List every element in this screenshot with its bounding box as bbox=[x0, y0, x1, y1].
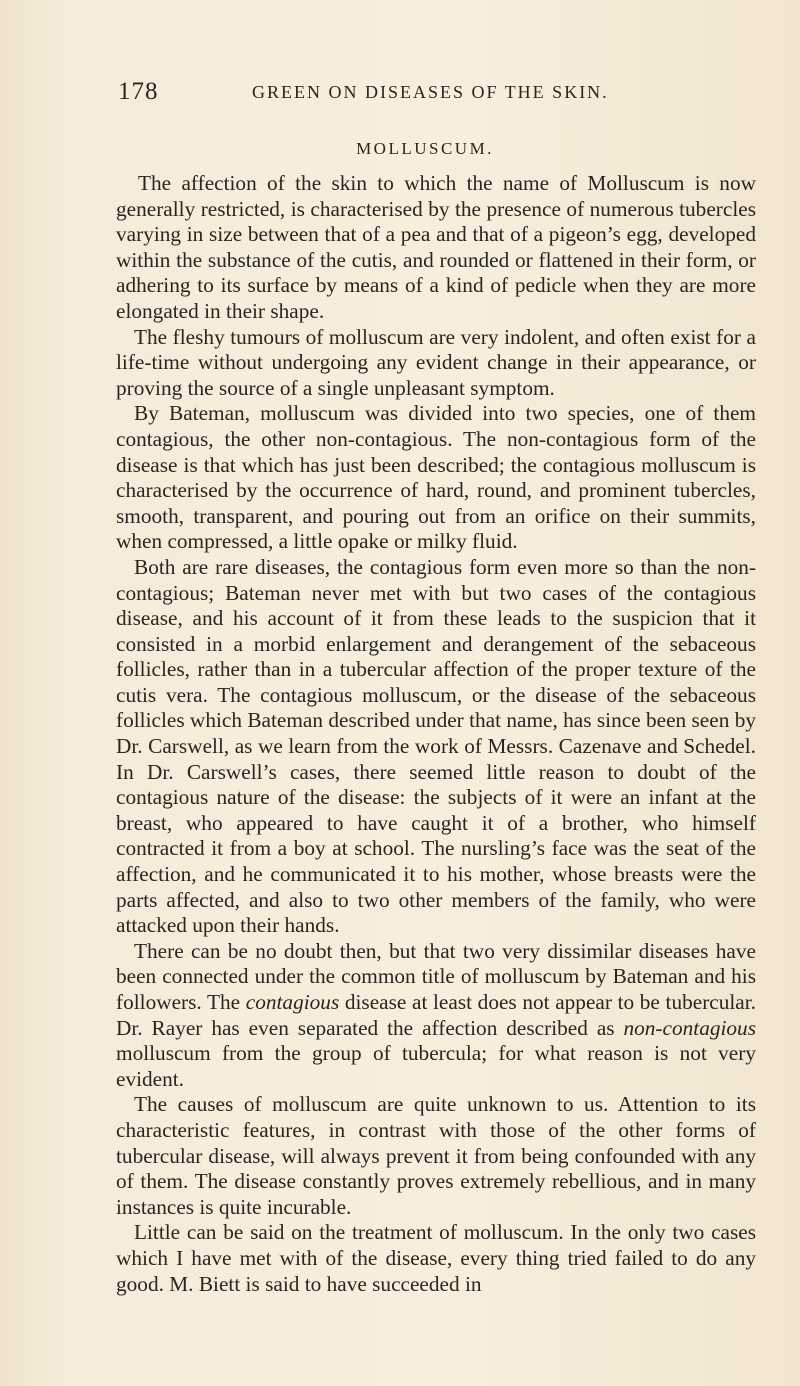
italic-non-contagious: non-contagious bbox=[623, 1015, 756, 1040]
paragraph-2: The fleshy tumours of molluscum are very indolent, and often exist for a life-time without undergoing any evident change in their appearance, or proving the source of a single unpleasant symptom. bbox=[116, 324, 756, 400]
section-title: MOLLUSCUM. bbox=[356, 139, 494, 158]
page-header bbox=[118, 78, 758, 108]
paragraph-6: The causes of molluscum are quite unknown to us. Attention to its characteristic features, in contrast with those of the other forms of tubercular disease, will always prevent it from being confounded with any of them. The disease constantly proves extremely rebellious, and in many instances is quite incurable. bbox=[116, 1092, 756, 1219]
paragraph-4: Both are rare diseases, the contagious form even more so than the non-contagious; Bateman never met with but two cases of the contagious disease, and his account of it from these leads to the suspicion that it consisted in a morbid enlargement and derangement of the sebaceous follicles, rather than in a tubercular affection of the proper texture of the cutis vera. The contagious molluscum, or the disease of the sebaceous follicles which Bateman described under that name, has since been seen by Dr. Carswell, as we learn from the work of Messrs. Cazenave and Schedel. In Dr. Carswell’s cases, there seemed little reason to doubt of the contagious nature of the disease: the subjects of it were an infant at the breast, who appeared to have caught it of a brother, who himself contracted it from a boy at school. The nursling’s face was the seat of the affection, and he communicated it to his mother, whose breasts were the parts affected, and also to two other members of the family, who were attacked upon their hands. bbox=[116, 554, 756, 938]
paragraph-5 bbox=[116, 939, 756, 1093]
paragraph-5-part-3: molluscum from the group of tubercula; for what reason is not very evident. bbox=[116, 1041, 756, 1091]
paragraph-1: The affection of the skin to which the name of Molluscum is now generally restricted, is characterised by the presence of numerous tubercles varying in size between that of a pea and that of a pigeon’s egg, developed within the substance of the cutis, and rounded or flattened in their form, or adhering to its surface by means of a kind of pedicle when they are more elongated in their shape. bbox=[116, 171, 756, 323]
body-text bbox=[116, 171, 756, 1297]
paragraph-5-part-2: disease at least does not appear to be tubercular. Dr. Rayer has even separated the affection described as bbox=[116, 990, 756, 1040]
page-number: 178 bbox=[118, 78, 159, 105]
paragraph-5-part-1: There can be no doubt then, but that two very dissimilar diseases have been connected under the common title of molluscum by Bateman and his followers. The bbox=[116, 938, 756, 1014]
italic-contagious: contagious bbox=[245, 990, 340, 1014]
running-head: GREEN ON DISEASES OF THE SKIN. bbox=[252, 82, 609, 102]
paragraph-3: By Bateman, molluscum was divided into two species, one of them contagious, the other non-contagious. The non-contagious form of the disease is that which has just been described; the contagious molluscum is characterised by the occurrence of hard, round, and prominent tubercles, smooth, transparent, and pouring out from an orifice on their summits, when compressed, a little opake or milky fluid. bbox=[116, 401, 756, 554]
paragraph-7: Little can be said on the treatment of molluscum. In the only two cases which I have met with of the disease, every thing tried failed to do any good. M. Biett is said to have succeeded in bbox=[116, 1220, 756, 1296]
